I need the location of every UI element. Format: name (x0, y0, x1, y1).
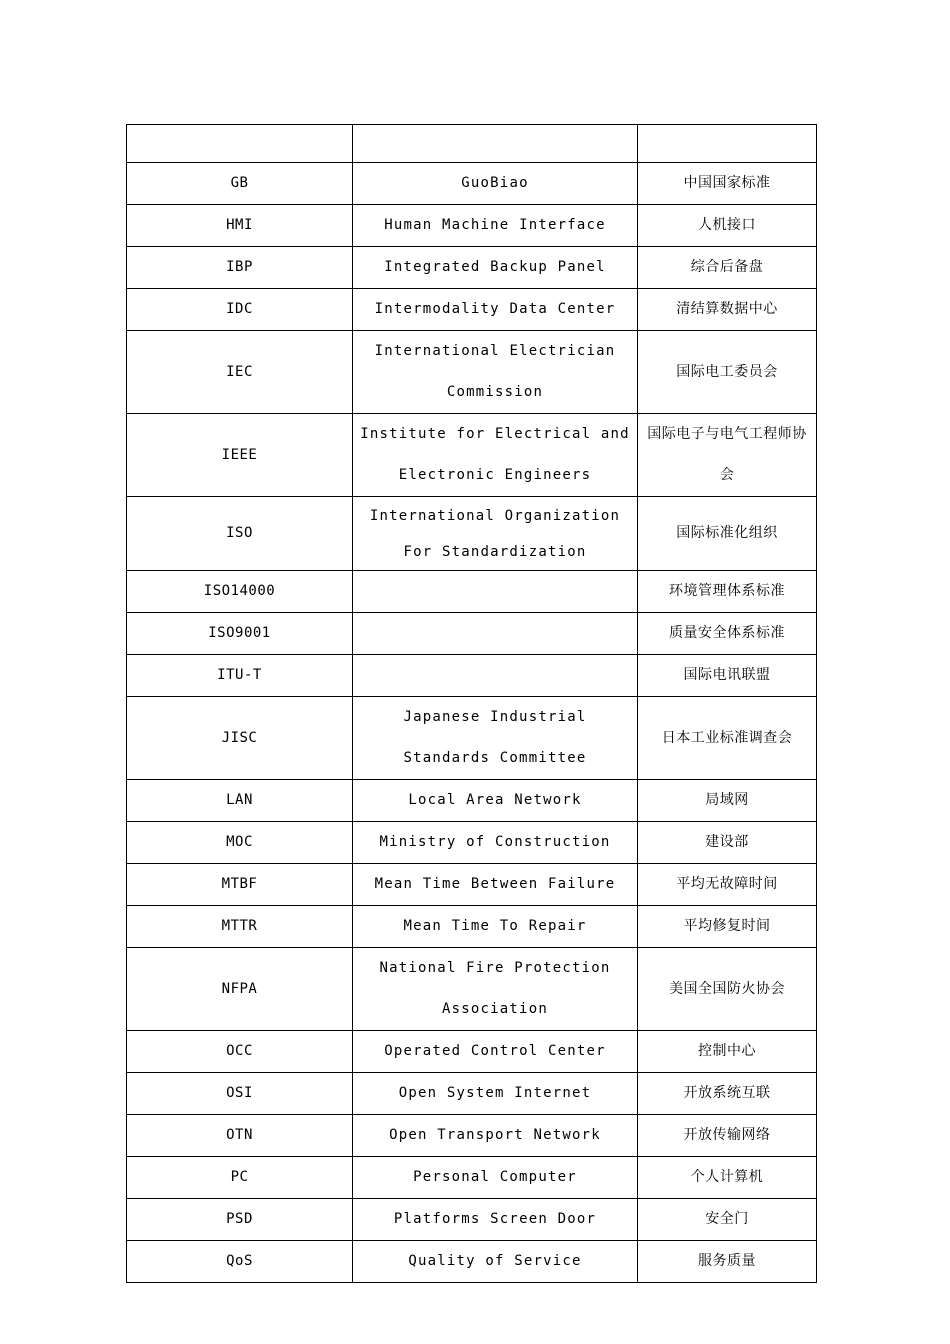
abbr-cell: MTBF (127, 864, 353, 906)
abbr-cell: IEEE (127, 414, 353, 497)
english-cell: Ministry of Construction (353, 822, 638, 864)
table-row (127, 822, 817, 864)
table-row (127, 205, 817, 247)
table-row (127, 331, 817, 414)
table-row (127, 655, 817, 697)
abbr-cell: IBP (127, 247, 353, 289)
abbr-cell: PC (127, 1157, 353, 1199)
abbr-cell: OCC (127, 1031, 353, 1073)
english-cell: Integrated Backup Panel (353, 247, 638, 289)
table-row (127, 497, 817, 571)
chinese-cell: 开放传输网络 (638, 1115, 817, 1157)
english-cell: International Organization For Standardization (353, 497, 638, 571)
table-row (127, 697, 817, 780)
english-cell: International Electrician Commission (353, 331, 638, 414)
english-cell: Personal Computer (353, 1157, 638, 1199)
chinese-cell: 安全门 (638, 1199, 817, 1241)
english-cell (353, 571, 638, 613)
abbr-cell: JISC (127, 697, 353, 780)
abbr-cell: IDC (127, 289, 353, 331)
chinese-cell: 开放系统互联 (638, 1073, 817, 1115)
english-cell: Mean Time To Repair (353, 906, 638, 948)
header-cell-chinese (638, 125, 817, 163)
chinese-cell: 平均无故障时间 (638, 864, 817, 906)
abbr-cell: IEC (127, 331, 353, 414)
english-cell: Platforms Screen Door (353, 1199, 638, 1241)
header-cell-english (353, 125, 638, 163)
table-row (127, 864, 817, 906)
abbr-cell: ISO14000 (127, 571, 353, 613)
chinese-cell: 国际电子与电气工程师协会 (638, 414, 817, 497)
abbr-cell: OSI (127, 1073, 353, 1115)
chinese-cell: 控制中心 (638, 1031, 817, 1073)
table-row (127, 906, 817, 948)
chinese-cell: 质量安全体系标准 (638, 613, 817, 655)
abbr-cell: LAN (127, 780, 353, 822)
table-row (127, 1157, 817, 1199)
english-cell: National Fire Protection Association (353, 948, 638, 1031)
table-header-row (127, 125, 817, 163)
abbr-cell: PSD (127, 1199, 353, 1241)
chinese-cell: 国际电讯联盟 (638, 655, 817, 697)
chinese-cell: 美国全国防火协会 (638, 948, 817, 1031)
abbr-cell: MOC (127, 822, 353, 864)
chinese-cell: 综合后备盘 (638, 247, 817, 289)
abbreviation-table (126, 124, 817, 1283)
english-cell: Open System Internet (353, 1073, 638, 1115)
chinese-cell: 国际电工委员会 (638, 331, 817, 414)
abbr-cell: ISO (127, 497, 353, 571)
english-cell (353, 655, 638, 697)
chinese-cell: 环境管理体系标准 (638, 571, 817, 613)
header-cell-abbreviation (127, 125, 353, 163)
english-cell: Quality of Service (353, 1241, 638, 1283)
chinese-cell: 日本工业标准调查会 (638, 697, 817, 780)
english-cell: Intermodality Data Center (353, 289, 638, 331)
table-row (127, 1199, 817, 1241)
table-row (127, 414, 817, 497)
table-row (127, 613, 817, 655)
chinese-cell: 平均修复时间 (638, 906, 817, 948)
english-cell (353, 613, 638, 655)
table-row (127, 163, 817, 205)
english-cell: Institute for Electrical and Electronic Engineers (353, 414, 638, 497)
table-row (127, 289, 817, 331)
abbr-cell: ISO9001 (127, 613, 353, 655)
table-row (127, 1241, 817, 1283)
english-cell: Japanese Industrial Standards Committee (353, 697, 638, 780)
english-cell: Human Machine Interface (353, 205, 638, 247)
abbr-cell: OTN (127, 1115, 353, 1157)
abbr-cell: QoS (127, 1241, 353, 1283)
chinese-cell: 服务质量 (638, 1241, 817, 1283)
table-row (127, 1115, 817, 1157)
english-cell: Mean Time Between Failure (353, 864, 638, 906)
english-cell: Local Area Network (353, 780, 638, 822)
abbr-cell: MTTR (127, 906, 353, 948)
chinese-cell: 清结算数据中心 (638, 289, 817, 331)
abbr-cell: HMI (127, 205, 353, 247)
english-cell: Operated Control Center (353, 1031, 638, 1073)
table-row (127, 1073, 817, 1115)
chinese-cell: 国际标准化组织 (638, 497, 817, 571)
chinese-cell: 个人计算机 (638, 1157, 817, 1199)
abbr-cell: NFPA (127, 948, 353, 1031)
abbr-cell: ITU-T (127, 655, 353, 697)
table-row (127, 948, 817, 1031)
english-cell: Open Transport Network (353, 1115, 638, 1157)
table-row (127, 247, 817, 289)
chinese-cell: 局域网 (638, 780, 817, 822)
english-cell: GuoBiao (353, 163, 638, 205)
table-row (127, 780, 817, 822)
table-row (127, 571, 817, 613)
abbr-cell: GB (127, 163, 353, 205)
table-row (127, 1031, 817, 1073)
chinese-cell: 建设部 (638, 822, 817, 864)
chinese-cell: 人机接口 (638, 205, 817, 247)
chinese-cell: 中国国家标准 (638, 163, 817, 205)
